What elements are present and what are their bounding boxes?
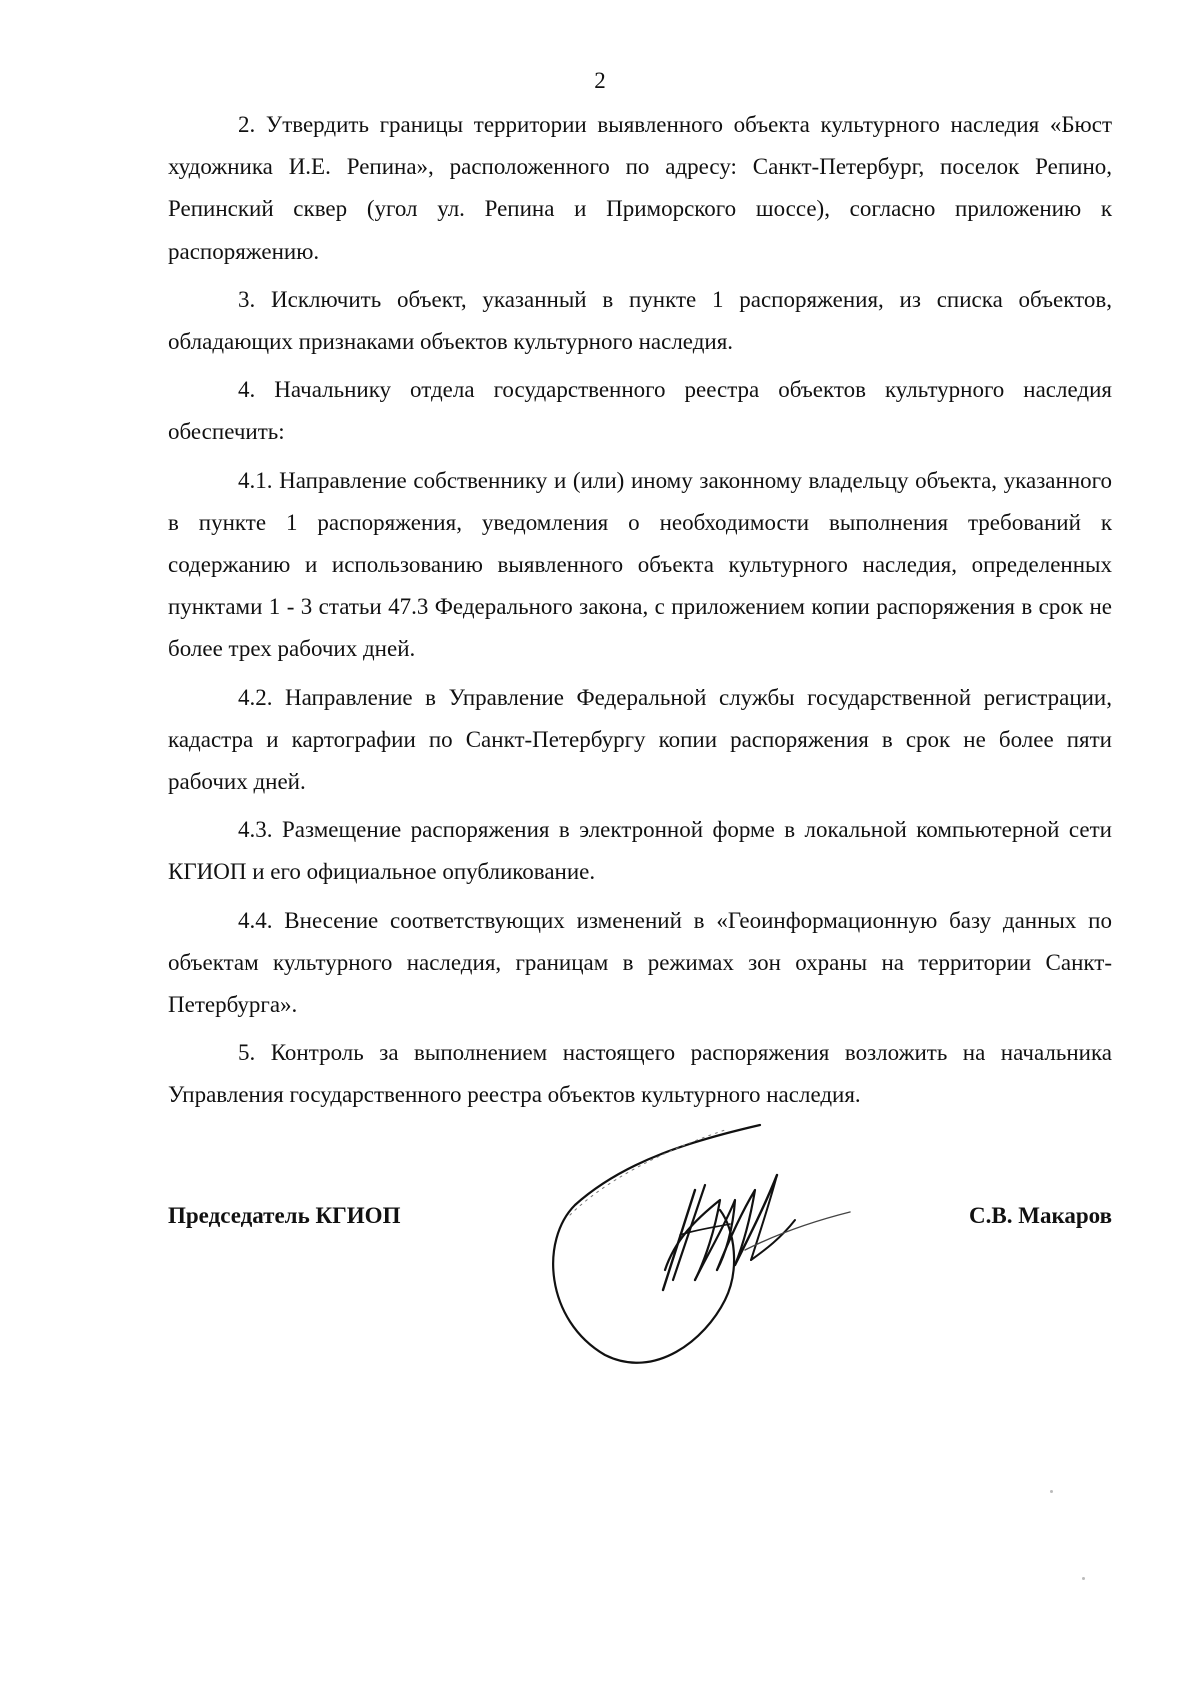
paragraph-4-1: 4.1. Направление собственнику и (или) иному законному владельцу объекта, указанного в пункте 1 распоряжения, уведомления о необходимости выполнения требований к содержанию и использованию выявленного объекта культурного наследия, определенных пунктами 1 - 3 статьи 47.3 Федерального закона, с приложением копии распоряжения в срок не более трех рабочих дней.: [168, 467, 1112, 662]
scan-speck: [1050, 1490, 1053, 1493]
paragraph-4-2: 4.2. Направление в Управление Федеральной службы государственной регистрации, кадастра и картографии по Санкт-Петербургу копии распоряжения в срок не более пяти рабочих дней.: [168, 684, 1112, 795]
signatory-name: С.В. Макаров: [969, 1203, 1112, 1228]
paragraph-3: 3. Исключить объект, указанный в пункте 1 распоряжения, из списка объектов, обладающих признаками объектов культурного наследия.: [168, 286, 1112, 355]
scan-speck: [1082, 1577, 1085, 1580]
handwritten-signature-icon: [545, 1120, 875, 1370]
paragraph-2: 2. Утвердить границы территории выявленного объекта культурного наследия «Бюст художника И.Е. Репина», расположенного по адресу: Санкт-Петербург, поселок Репино, Репинский сквер (угол ул. Репина и Приморского шоссе), согласно приложению к распоряжению.: [168, 112, 1112, 264]
signature-block: [168, 1203, 1112, 1243]
document-body: [168, 104, 1112, 1123]
paragraph-4: 4. Начальнику отдела государственного реестра объектов культурного наследия обеспечить:: [168, 377, 1112, 445]
signatory-position: Председатель КГИОП: [168, 1203, 401, 1228]
page-number: 2: [594, 68, 606, 93]
paragraph-4-3: 4.3. Размещение распоряжения в электронной форме в локальной компьютерной сети КГИОП и его официальное опубликование.: [168, 817, 1112, 885]
paragraph-5: 5. Контроль за выполнением настоящего распоряжения возложить на начальника Управления государственного реестра объектов культурного наследия.: [168, 1040, 1112, 1108]
paragraph-4-4: 4.4. Внесение соответствующих изменений в «Геоинформационную базу данных по объектам культурного наследия, границам в режимах зон охраны на территории Санкт-Петербурга».: [168, 907, 1112, 1018]
